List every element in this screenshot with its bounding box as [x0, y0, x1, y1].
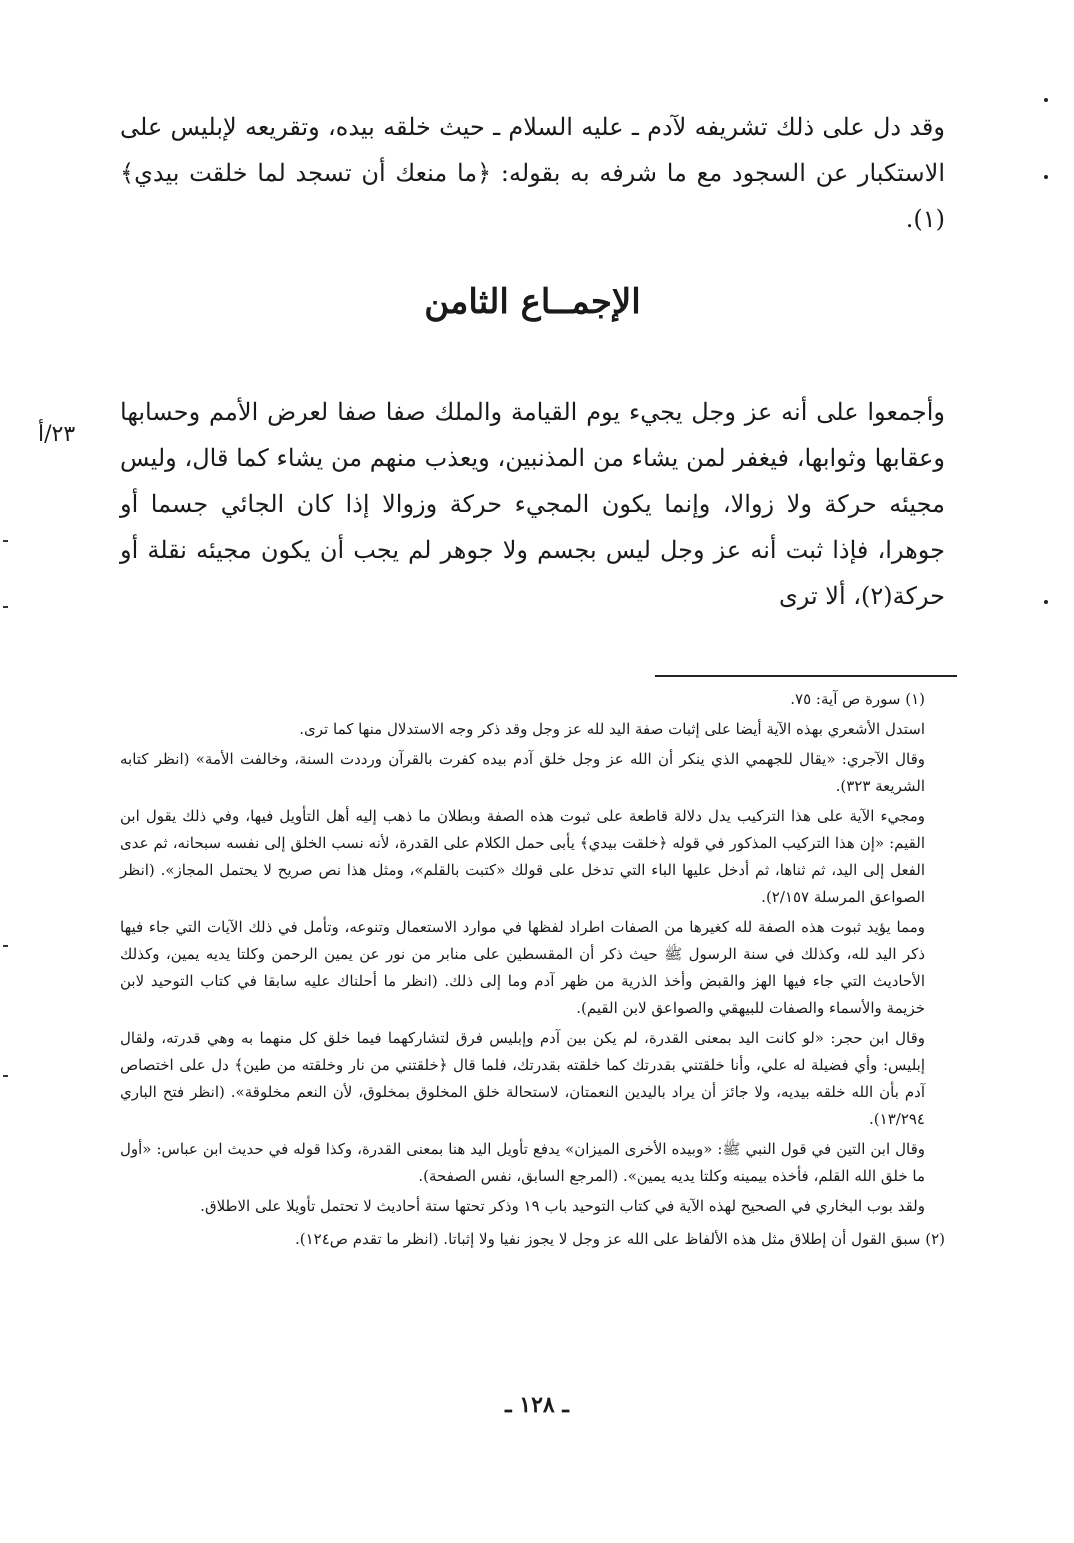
- page-number: ـ ١٢٨ ـ: [505, 1392, 569, 1418]
- manuscript-folio-ref: ٢٣/أ: [38, 422, 76, 447]
- footnote-paragraph: استدل الأشعري بهذه الآية أيضا على إثبات صفة اليد لله عز وجل وقد ذكر وجه الاستدلال منها كما ترى.: [299, 720, 925, 738]
- footnote-paragraph: وقال ابن حجر: «لو كانت اليد بمعنى القدرة، لم يكن بين آدم وإبليس فرق لتشاركهما فيما خلق كل منهما به وهي قدرته، ولقال إبليس: وأي فضيلة له علي، وأنا خلقتني بقدرتك كما خلقته بقدرتك، فلما قال ﴿خلقتني من نار وخلقته من طين﴾ دل على اختصاص آدم بأن الله خلقه بيديه، ولا جائز أن يراد باليدين النعمتان، لاستحالة خلق المخلوق بمخلوق، لأن النعم مخلوقة». (انظر فتح الباري ١٣/٢٩٤).: [120, 1029, 925, 1128]
- footnote-2: (٢) سبق القول أن إطلاق مثل هذه الألفاظ على الله عز وجل لا يجوز نفيا ولا إثباتا. (انظر ما تقدم ص١٢٤).: [295, 1230, 945, 1248]
- footnote-paragraph: ولقد بوب البخاري في الصحيح لهذه الآية في كتاب التوحيد باب ١٩ وذكر تحتها ستة أحاديث لا تحتمل تأويلا على الاطلاق.: [200, 1197, 925, 1215]
- footnote-paragraph: ومجيء الآية على هذا التركيب يدل دلالة قاطعة على ثبوت هذه الصفة وبطلان ما ذهب إليه أهل التأويل فيها، وفي ذلك يقول ابن القيم: «إن هذا التركيب المذكور في قوله ﴿خلقت بيدي﴾ يأبى حمل الكلام على القدرة، لأنه نسب الخلق إلى نفسه سبحانه، ثم عدى الفعل إلى اليد، ثم ثناها، ثم أدخل عليها الباء التي تدخل على قولك «كتبت بالقلم»، ومثل هذا نص صريح لا يحتمل المجاز». (انظر الصواعق المرسلة ٢/١٥٧).: [120, 807, 925, 906]
- scan-edge-mark: [3, 945, 8, 947]
- footnote-1: (١) سورة ص آية: ٧٥.: [790, 690, 925, 708]
- intro-paragraph: وقد دل على ذلك تشريفه لآدم ـ عليه السلام ـ حيث خلقه بيده، وتقريعه لإبليس على الاستكبار عن السجود مع ما شرفه به بقوله: ﴿ما منعك أن تسجد لما خلقت بيدي﴾(١).: [120, 113, 945, 233]
- footnote-separator: [655, 675, 957, 677]
- footnotes: [120, 686, 945, 1256]
- scan-speck: [1044, 600, 1048, 604]
- footnote-paragraph: وقال الآجري: «يقال للجهمي الذي ينكر أن الله عز وجل خلق آدم بيده كفرت بالقرآن ورددت السنة، وخالفت الأمة» (انظر كتابه الشريعة ٣٢٣).: [120, 750, 925, 795]
- footnote-paragraph: ومما يؤيد ثبوت هذه الصفة لله كغيرها من الصفات اطراد لفظها في موارد الاستعمال وتنوعه، وتأمل في ذلك الآيات التي جاء فيها ذكر اليد لله، وكذلك في سنة الرسول ﷺ حيث ذكر أن المقسطين على منابر من نور عن يمين الرحمن وكلتا يديه يمين، وكذلك الأحاديث التي جاء فيها الهز والقبض وأخذ الذرية من ظهر آدم وما إلى ذلك. (انظر ما أحلناك عليه سابقا في كتاب التوحيد لابن خزيمة والأسماء والصفات للبيهقي والصواعق لابن القيم).: [120, 918, 925, 1017]
- main-paragraph: وأجمعوا على أنه عز وجل يجيء يوم القيامة والملك صفا صفا لعرض الأمم وحسابها وعقابها وثوابها، فيغفر لمن يشاء من المذنبين، ويعذب منهم من يشاء كما قال، وليس مجيئه حركة ولا زوالا، وإنما يكون المجيء حركة وزوالا إذا كان الجائي جسما أو جوهرا، فإذا ثبت أنه عز وجل ليس بجسم ولا جوهر لم يجب أن يكون مجيئه نقلة أو حركة(٢)، ألا ترى: [120, 398, 945, 610]
- footnote-paragraph: وقال ابن التين في قول النبي ﷺ: «وبيده الأخرى الميزان» يدفع تأويل اليد هنا بمعنى القدرة، وكذا قوله في حديث ابن عباس: «أول ما خلق الله القلم، فأخذه بيمينه وكلتا يديه يمين». (المرجع السابق، نفس الصفحة).: [120, 1140, 925, 1185]
- scan-edge-mark: [3, 606, 8, 608]
- scan-speck: [1044, 98, 1048, 102]
- scan-speck: [1044, 175, 1048, 179]
- section-heading: الإجمــاع الثامن: [424, 282, 641, 322]
- scan-edge-mark: [3, 1075, 8, 1077]
- scan-edge-mark: [3, 540, 8, 542]
